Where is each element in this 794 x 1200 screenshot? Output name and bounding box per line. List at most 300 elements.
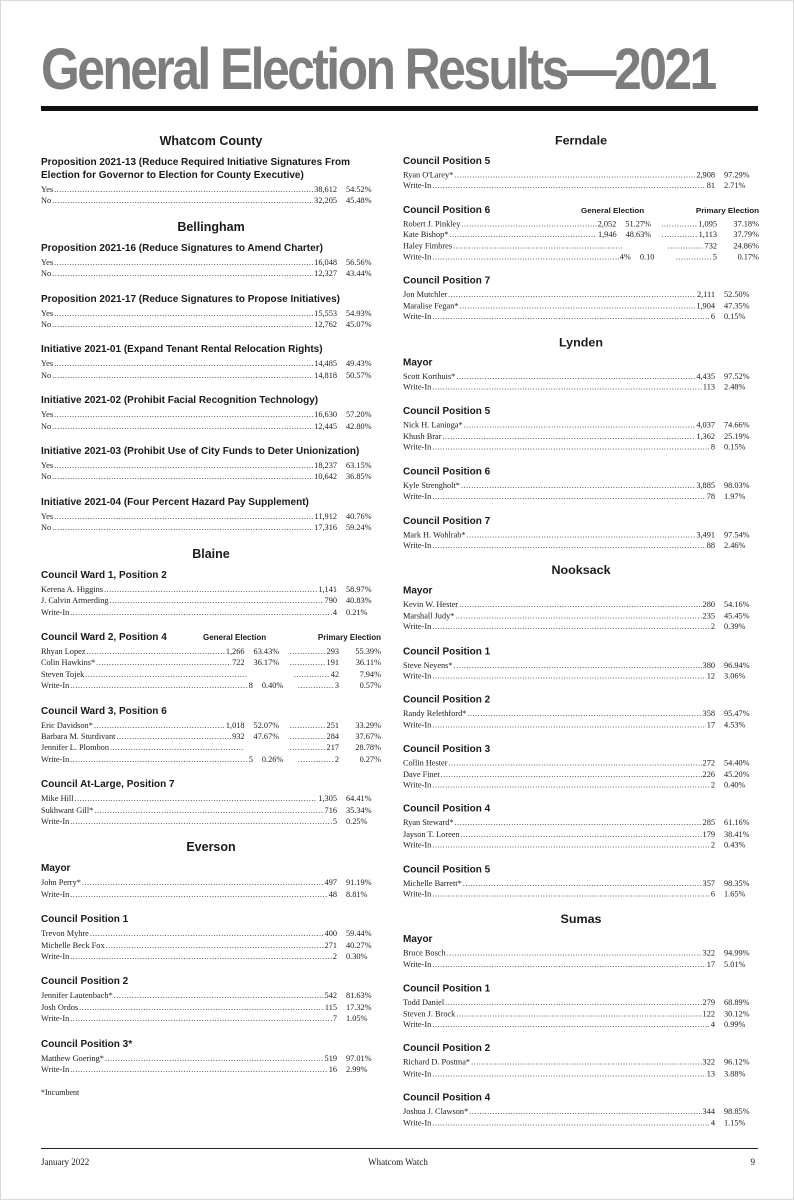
vote-percent: 8.81% (346, 889, 368, 899)
result-row (403, 720, 759, 731)
vote-count: 722 (232, 658, 245, 668)
vote-count: 4 (710, 1020, 715, 1030)
candidate-name: Kate Bishop* (403, 230, 449, 240)
vote-percent: 40.27% (346, 940, 372, 950)
vote-count: 179 (702, 829, 715, 839)
result-row (41, 358, 381, 369)
right-column (403, 129, 759, 1141)
result-row (403, 170, 759, 181)
leader-dots (441, 769, 702, 780)
vote-count: 400 (324, 929, 337, 939)
race-heading (41, 631, 381, 644)
primary-vote-count: 1,113 (698, 230, 717, 240)
vote-count: 12,445 (314, 421, 337, 431)
vote-count: 12 (706, 671, 715, 681)
section-heading: Whatcom County (159, 134, 263, 148)
vote-count: 16 (328, 1065, 337, 1075)
candidate-name: Dave Finet (403, 769, 440, 779)
leader-dots (298, 754, 334, 765)
result-row (41, 731, 381, 742)
result-row (403, 312, 759, 323)
leader-dots (432, 622, 710, 633)
vote-percent: 96.94% (724, 660, 750, 670)
vote-percent: 98.85% (724, 1107, 750, 1117)
result-row (41, 877, 381, 888)
race-block (41, 569, 381, 618)
result-row (41, 522, 381, 533)
leader-dots (432, 540, 705, 551)
leader-dots (52, 421, 313, 432)
vote-percent: 4.53% (724, 720, 746, 730)
result-row (403, 758, 759, 769)
section-blaine (41, 547, 381, 828)
race-block (41, 394, 381, 432)
result-row (403, 301, 759, 312)
vote-percent: 0.10 (639, 252, 655, 262)
vote-percent: 98.35% (724, 878, 750, 888)
vote-percent: 38.41% (724, 829, 750, 839)
result-row (41, 584, 381, 595)
vote-percent: 2.46% (724, 541, 746, 550)
race-heading (41, 343, 381, 356)
race-name: Initiative 2021-01 (Expand Tenant Rental Relocation Rights) (41, 344, 323, 356)
result-row (403, 431, 759, 442)
vote-count: 2,908 (696, 170, 715, 180)
result-row (403, 1106, 759, 1117)
leader-dots (432, 1117, 710, 1128)
candidate-name: Jon Mutchler (403, 290, 448, 300)
race-name: Council Position 1 (403, 646, 491, 657)
race-heading (41, 569, 381, 582)
candidate-name: Write-In (403, 622, 432, 632)
race-name: Council Ward 3, Position 6 (41, 705, 167, 717)
result-row (403, 611, 759, 622)
vote-count: 2 (710, 840, 715, 850)
result-row (41, 184, 381, 195)
vote-percent: 97.01% (346, 1053, 372, 1063)
vote-percent: 98.03% (724, 481, 750, 490)
vote-count: 932 (232, 731, 245, 741)
candidate-name: Maralise Fegan* (403, 301, 459, 311)
race-heading (403, 863, 759, 876)
leader-dots (70, 680, 247, 691)
leader-dots (294, 669, 330, 680)
vote-count: 322 (702, 1058, 715, 1068)
candidate-name: Yes (41, 359, 54, 369)
primary-vote-count: 217 (326, 743, 339, 753)
race-block (41, 445, 381, 483)
vote-percent: 45.20% (724, 769, 750, 779)
race-block (403, 155, 759, 192)
vote-percent: 0.39% (724, 622, 746, 632)
candidate-name: Write-In (403, 671, 432, 681)
vote-percent: 45.48% (346, 196, 372, 206)
vote-percent: 0.99% (724, 1020, 746, 1030)
vote-percent: 0.40% (724, 780, 746, 790)
result-row (403, 230, 759, 241)
candidate-name: Joshua J. Clawson* (403, 1107, 469, 1117)
candidate-name: No (41, 523, 52, 533)
leader-dots (469, 1106, 701, 1117)
result-row (403, 241, 759, 252)
vote-count: 344 (702, 1107, 715, 1117)
candidate-name: Write-In (403, 1118, 432, 1128)
race-name: Mayor (403, 934, 433, 946)
leader-dots (448, 758, 701, 769)
primary-vote-percent: 0.27% (359, 754, 381, 764)
candidate-name: Jayson T. Loreen (403, 829, 460, 839)
vote-count: 18,237 (314, 461, 337, 471)
candidate-name: Write-In (403, 541, 432, 550)
race-block (403, 934, 759, 971)
leader-dots (54, 257, 313, 268)
primary-election-label: Primary Election (695, 206, 759, 215)
incumbent-note: *Incumbent (41, 1088, 80, 1098)
leader-dots (114, 990, 324, 1001)
candidate-name: Yes (41, 461, 54, 471)
vote-count: 122 (702, 1009, 715, 1019)
vote-percent: 36.17% (253, 658, 280, 668)
vote-percent: 96.12% (724, 1058, 750, 1068)
vote-percent: 0.25% (346, 816, 368, 826)
vote-percent: 1.97% (724, 492, 746, 501)
vote-count: 81 (706, 181, 715, 191)
leader-dots (455, 818, 702, 829)
race-heading (41, 156, 381, 182)
race-name: Mayor (41, 863, 71, 875)
leader-dots (460, 301, 696, 312)
race-name: Proposition 2021-16 (Reduce Signatures to Amend Charter) (41, 242, 323, 254)
leader-dots (459, 600, 701, 611)
candidate-name: Barbara M. Sturdivant (41, 731, 116, 741)
race-heading (403, 1043, 759, 1056)
leader-dots (471, 1057, 701, 1068)
candidate-name: Yes (41, 308, 54, 318)
section-sumas (403, 913, 759, 1129)
race-heading (403, 515, 759, 528)
result-row (41, 370, 381, 381)
vote-count: 322 (702, 949, 715, 958)
vote-count: 1,141 (318, 584, 337, 594)
vote-percent: 45.45% (724, 611, 750, 621)
vote-count: 280 (702, 600, 715, 610)
leader-dots (70, 754, 247, 765)
candidate-name: Write-In (403, 443, 432, 452)
vote-count: 2 (710, 622, 715, 632)
candidate-name: Write-In (403, 1020, 432, 1030)
result-row (41, 793, 381, 804)
candidate-name: Robert J. Pinkley (403, 219, 461, 229)
race-name: Council Position 5 (403, 156, 491, 167)
race-block (41, 778, 381, 827)
candidate-name: Richard D. Postma* (403, 1058, 471, 1068)
race-name: Council Position 1 (403, 983, 491, 995)
result-row (403, 878, 759, 889)
race-heading (41, 394, 381, 407)
candidate-name: Matthew Goering* (41, 1053, 104, 1063)
primary-vote-percent: 37.18% (733, 219, 759, 229)
vote-count: 6 (710, 312, 715, 322)
race-heading (403, 743, 759, 756)
race-block (41, 242, 381, 280)
candidate-name: Yes (41, 257, 54, 267)
race-block (403, 803, 759, 851)
vote-percent: 47.67% (253, 731, 280, 741)
primary-vote-count: 251 (326, 720, 339, 730)
race-name: Mayor (403, 586, 433, 597)
leader-dots (70, 607, 332, 618)
candidate-name: Steve Neyens* (403, 660, 453, 670)
vote-percent: 64.41% (346, 794, 372, 804)
candidate-name: Steven Tojek (41, 669, 85, 679)
candidate-name: Trevon Myhre (41, 929, 89, 939)
leader-dots (454, 170, 695, 181)
leader-dots (54, 358, 313, 369)
leader-dots (432, 780, 710, 791)
candidate-name: Yes (41, 511, 54, 521)
vote-percent: 48.63% (625, 230, 652, 240)
vote-percent: 58.97% (346, 584, 372, 594)
leader-dots (432, 720, 705, 731)
race-heading (41, 778, 381, 791)
leader-dots (432, 252, 619, 263)
candidate-name: Write-In (403, 383, 432, 392)
vote-count: 115 (324, 1002, 337, 1012)
candidate-name: Write-In (41, 952, 70, 961)
vote-count: 6 (710, 889, 715, 899)
result-row (403, 660, 759, 671)
race-block (403, 645, 759, 682)
race-name: Initiative 2021-02 (Prohibit Facial Recognition Technology) (41, 395, 319, 407)
result-row (403, 491, 759, 502)
vote-count: 4 (710, 1118, 715, 1128)
race-heading (41, 1038, 381, 1051)
candidate-name: Collin Hester (403, 758, 448, 768)
result-row (403, 420, 759, 431)
vote-percent: 74.66% (724, 421, 750, 430)
section-heading: Ferndale (554, 133, 608, 148)
result-row (403, 480, 759, 491)
result-row (403, 1019, 759, 1030)
candidate-name: Ryan Steward* (403, 818, 454, 828)
vote-percent: 2.99% (346, 1065, 368, 1075)
leader-dots (54, 409, 313, 420)
primary-vote-percent: 24.86% (733, 241, 759, 251)
title-rule (41, 106, 758, 111)
result-row (41, 951, 381, 962)
race-block (41, 975, 381, 1024)
primary-vote-percent: 7.94% (359, 669, 381, 679)
candidate-name: Khush Brar (403, 432, 442, 441)
result-row (403, 529, 759, 540)
result-row (41, 1002, 381, 1013)
leader-dots (432, 671, 705, 682)
result-row (403, 442, 759, 453)
vote-count: 1,946 (597, 230, 617, 240)
race-heading (403, 803, 759, 816)
section-lynden (403, 335, 759, 551)
vote-count: 3,491 (696, 530, 715, 539)
vote-percent: 0.15% (724, 443, 746, 452)
leader-dots (90, 928, 324, 939)
leader-dots (54, 511, 313, 522)
result-row (403, 371, 759, 382)
vote-count: 357 (702, 878, 715, 888)
vote-count: 16,630 (314, 410, 337, 420)
vote-count: 716 (324, 805, 337, 815)
vote-percent: 68.89% (724, 998, 750, 1007)
vote-count: 279 (702, 998, 715, 1007)
result-row (41, 511, 381, 522)
primary-vote-count: 293 (326, 646, 339, 656)
page-title: General Election Results—2021 (41, 37, 715, 102)
race-block (403, 515, 759, 552)
race-heading (403, 934, 759, 947)
vote-count: 2,111 (696, 290, 715, 300)
candidate-name: Sukhwant Gill* (41, 805, 94, 815)
result-row (41, 928, 381, 939)
result-row (41, 805, 381, 816)
candidate-name: Michelle Beck Fox (41, 940, 105, 950)
candidate-name: Write-In (403, 492, 432, 501)
vote-percent: 54.40% (724, 758, 750, 768)
result-row (403, 252, 759, 263)
primary-vote-count: 284 (326, 731, 339, 741)
vote-count: 17 (706, 960, 715, 969)
leader-dots (449, 230, 597, 241)
race-block (403, 585, 759, 633)
leader-dots (461, 829, 702, 840)
candidate-name: Write-In (41, 607, 70, 617)
race-block (403, 406, 759, 454)
race-heading (41, 242, 381, 255)
race-heading (403, 983, 759, 996)
leader-dots (432, 959, 705, 970)
leader-dots (104, 584, 317, 595)
candidate-name: No (41, 196, 52, 206)
result-row (403, 540, 759, 551)
race-name: Proposition 2021-17 (Reduce Signatures to Propose Initiatives) (41, 293, 340, 305)
candidate-name: Randy Relethford* (403, 709, 467, 719)
race-name: Council Position 3* (41, 1038, 133, 1050)
candidate-name: Write-In (403, 780, 432, 790)
candidate-name: Colin Hawkins* (41, 658, 96, 668)
candidate-name: Jennifer L. Plombon (41, 743, 109, 753)
vote-percent: 0.43% (724, 840, 746, 850)
section-ferndale (403, 134, 759, 323)
result-row (41, 816, 381, 827)
section-heading: Nooksack (551, 563, 611, 578)
vote-percent: 40.76% (346, 511, 372, 521)
leader-dots (453, 241, 621, 252)
vote-percent: 95.47% (724, 709, 750, 719)
primary-vote-count: 42 (330, 669, 339, 679)
leader-dots (454, 660, 702, 671)
leader-dots (105, 1053, 324, 1064)
race-heading (41, 445, 381, 458)
result-row (403, 1057, 759, 1068)
vote-count: 12,762 (314, 320, 337, 330)
vote-percent: 52.50% (724, 290, 750, 300)
vote-percent: 30.12% (724, 1009, 750, 1019)
vote-count: 78 (706, 492, 715, 501)
race-name: Council Ward 2, Position 4 (41, 631, 167, 643)
vote-percent: 0.21% (346, 607, 368, 617)
race-block (41, 631, 381, 692)
vote-percent: 94.99% (724, 949, 750, 958)
vote-percent: 97.29% (724, 170, 750, 180)
leader-dots (448, 290, 696, 301)
result-row (403, 818, 759, 829)
race-block (41, 293, 381, 331)
result-row (41, 1064, 381, 1075)
candidate-name: Eric Davidson* (41, 720, 93, 730)
vote-count: 38,612 (314, 185, 337, 194)
vote-percent: 2.48% (724, 383, 746, 392)
race-block (41, 156, 381, 207)
leader-dots (290, 646, 326, 657)
race-block (403, 694, 759, 731)
candidate-name: Write-In (403, 312, 432, 322)
candidate-name: Steven J. Brock (403, 1009, 456, 1019)
result-row (41, 754, 381, 765)
race-name: Council Position 2 (41, 976, 129, 988)
race-name: Council Position 2 (403, 1043, 491, 1055)
section-heading: Bellingham (177, 219, 245, 234)
leader-dots (447, 948, 702, 959)
primary-vote-count: 2 (334, 754, 339, 764)
section-whatcom-county (41, 134, 381, 207)
primary-vote-percent: 28.78% (355, 743, 381, 753)
leader-dots (116, 731, 231, 742)
result-row (41, 257, 381, 268)
vote-percent: 0.15% (724, 312, 746, 322)
result-row (403, 181, 759, 192)
vote-percent: 59.44% (346, 929, 372, 939)
result-row (403, 382, 759, 393)
leader-dots (432, 1068, 705, 1079)
leader-dots (94, 805, 323, 816)
primary-election-label: Primary Election (317, 632, 381, 642)
candidate-name: Write-In (41, 681, 70, 691)
race-block (403, 1092, 759, 1129)
candidate-name: No (41, 370, 52, 380)
result-row (41, 889, 381, 900)
vote-percent: 54.16% (724, 600, 750, 610)
race-name: Council Position 4 (403, 1092, 491, 1104)
result-row (403, 219, 759, 230)
race-block (403, 743, 759, 791)
vote-count: 4 (332, 607, 337, 617)
primary-vote-count: 5 (712, 252, 717, 262)
vote-count: 358 (702, 709, 715, 719)
leader-dots (70, 889, 327, 900)
candidate-name: J. Calvin Armerding (41, 596, 109, 606)
race-heading (403, 585, 759, 598)
vote-percent: 3.88% (724, 1069, 746, 1079)
vote-percent: 61.16% (724, 818, 750, 828)
result-row (403, 709, 759, 720)
result-row (41, 742, 381, 753)
race-heading (403, 357, 759, 370)
vote-percent: 1.15% (724, 1118, 746, 1128)
result-row (403, 997, 759, 1008)
candidate-name: Yes (41, 410, 54, 420)
race-name: Council Position 4 (403, 804, 491, 815)
result-row (41, 940, 381, 951)
leader-dots (432, 181, 705, 192)
vote-count: 12,327 (314, 269, 337, 279)
